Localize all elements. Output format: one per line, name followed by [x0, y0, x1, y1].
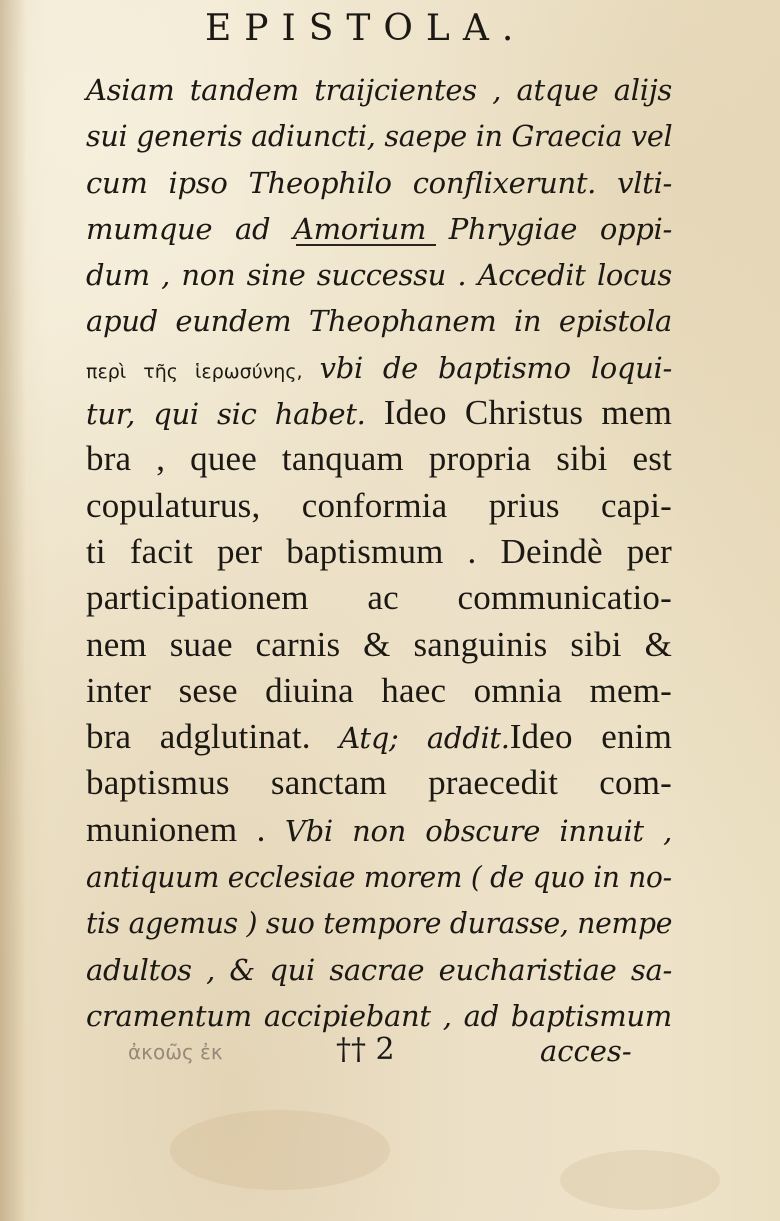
text-segment: copulaturus, conformia prius capi- [86, 485, 672, 525]
text-line [86, 159, 672, 205]
text-line [86, 529, 672, 575]
text-segment: Asiam tandem traijcientes , atque alijs [86, 73, 672, 107]
text-segment: antiquum ecclesiae morem ( de quo in no- [86, 860, 672, 895]
text-segment: ti facit per baptismum . Deindè per [86, 531, 672, 571]
text-line [86, 668, 672, 714]
text-segment: apud eundem Theophanem in epistola [86, 304, 672, 339]
text-line [86, 436, 672, 482]
text-segment: nem suae carnis & sanguinis sibi & [86, 624, 672, 664]
signature-mark: †† 2 [336, 1032, 395, 1067]
text-line [86, 297, 672, 343]
text-segment: bra , quee tanquam propria sibi est [86, 439, 672, 479]
text-block [86, 66, 672, 1038]
text-line [86, 807, 672, 853]
text-segment: dum , non sine successu . Accedit locus [86, 258, 672, 293]
text-line [86, 714, 672, 760]
text-line [86, 66, 672, 112]
text-line [86, 853, 672, 899]
text-segment: bra adglutinat. [86, 717, 340, 757]
text-line [86, 344, 672, 390]
text-segment: Ideo enim [509, 717, 672, 757]
text-segment: cum ipso Theophilo conflixerunt. vlti- [86, 165, 672, 200]
text-segment: munionem . [86, 809, 285, 849]
text-line [86, 483, 672, 529]
text-line [86, 760, 672, 806]
text-segment: vbi de baptismo loqui- [319, 350, 672, 385]
page-footer [0, 1032, 780, 1082]
running-head: EPISTOLA. [205, 8, 527, 49]
text-segment: adultos , & qui sacrae eucharistiae sa- [86, 952, 672, 987]
text-segment: inter sese diuina haec omnia mem- [86, 670, 672, 710]
text-line [86, 899, 672, 945]
text-line [86, 390, 672, 436]
show-through-text: ἀκοῶς ἐκ [128, 1040, 223, 1064]
text-line [86, 575, 672, 621]
catchword: acces- [540, 1034, 632, 1068]
text-segment: Ideo Christus mem [383, 393, 672, 433]
text-segment: sui generis adiuncti, saepe in Graecia vel [86, 119, 673, 154]
text-line [86, 112, 672, 158]
text-segment: Atq; addit. [339, 721, 510, 756]
text-line [86, 622, 672, 668]
text-segment: baptismus sanctam praecedit com- [86, 763, 672, 803]
text-line [86, 251, 672, 297]
text-segment: Vbi non obscure innuit , [284, 813, 672, 848]
paper-stain [170, 1110, 390, 1190]
text-line [86, 946, 672, 992]
manuscript-underline [296, 244, 436, 246]
text-segment: participationem ac communicatio- [86, 578, 672, 618]
text-segment: περὶ τῆς ἱερωσύνης, [86, 360, 320, 383]
text-segment: tur, qui sic habet. [86, 397, 384, 432]
text-segment: cramentum accipiebant , ad baptismum [86, 998, 672, 1033]
paper-stain [560, 1150, 720, 1210]
text-segment: mumque ad Amorium Phrygiae oppi- [86, 211, 672, 246]
text-segment: tis agemus ) suo tempore durasse, nempe [86, 906, 673, 941]
